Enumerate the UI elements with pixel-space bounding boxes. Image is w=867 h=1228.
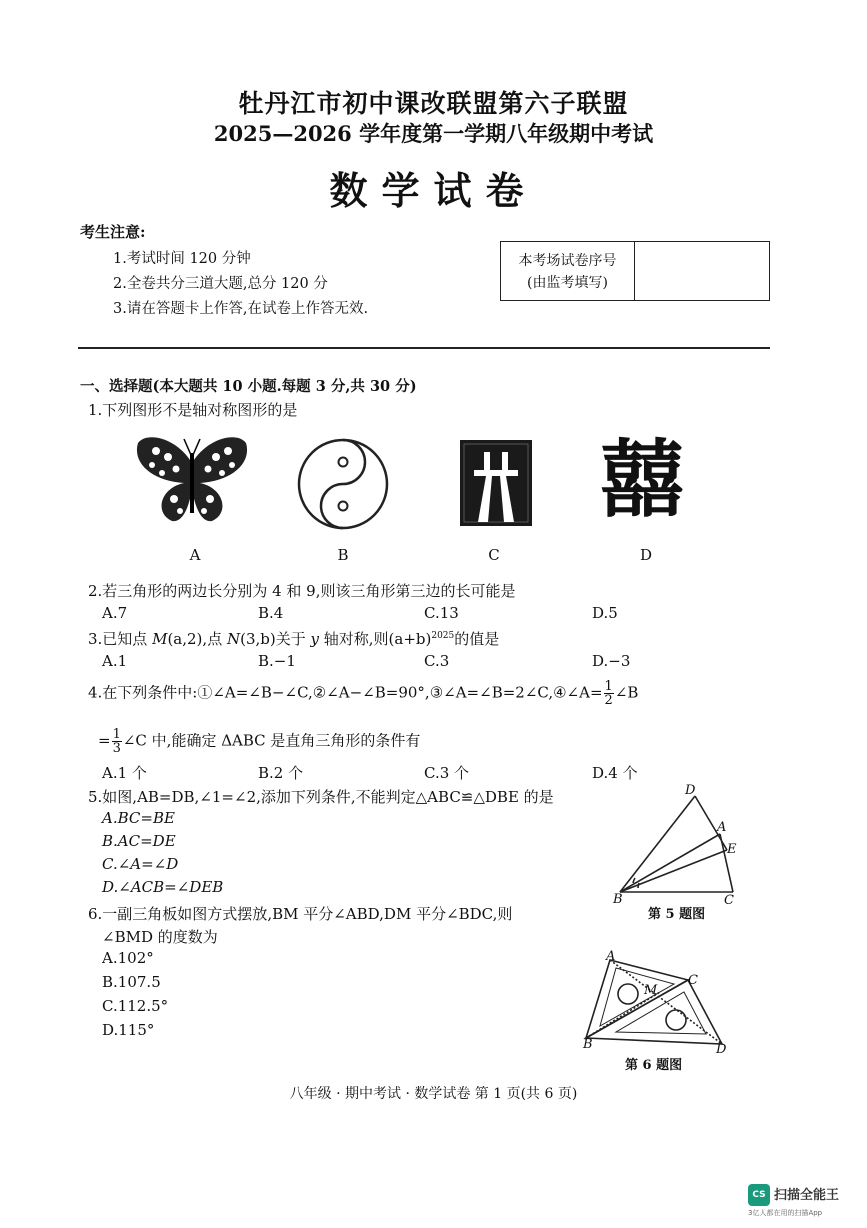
point-label: D bbox=[716, 1042, 727, 1057]
question-6-stem-cont: ∠BMD 的度数为 bbox=[102, 928, 218, 946]
point-label: B bbox=[583, 1037, 593, 1052]
option-label: D bbox=[639, 546, 653, 564]
option-label: A bbox=[189, 546, 201, 564]
yin-yang-figure bbox=[296, 437, 390, 531]
option: A.1 个 bbox=[102, 764, 147, 782]
point-label: C bbox=[688, 973, 698, 988]
option: D.115° bbox=[102, 1021, 155, 1039]
point-label: A bbox=[717, 820, 727, 835]
scanner-watermark bbox=[748, 1180, 858, 1220]
seat-number-label: 本考场试卷序号 (由监考填写) bbox=[501, 242, 635, 300]
point-label: A bbox=[606, 949, 616, 964]
option-label: C bbox=[488, 546, 500, 564]
fraction: $\frac{1}{2}$ bbox=[604, 679, 613, 708]
exam-term-title: 2025—2026 学年度第一学期八年级期中考试 bbox=[213, 121, 654, 146]
notice-item: 3.请在答题卡上作答,在试卷上作答无效. bbox=[113, 301, 369, 317]
butterfly-figure bbox=[132, 433, 252, 525]
question-6-stem: 6.一副三角板如图方式摆放,BM 平分∠ABD,DM 平分∠BDC,则 bbox=[88, 905, 513, 923]
notice-item: 2.全卷共分三道大题,总分 120 分 bbox=[113, 276, 328, 292]
point-label: C bbox=[724, 893, 734, 908]
question-4-stem-line2: = $\frac{1}{3}$ ∠C 中,能确定 ΔABC 是直角三角形的条件有 bbox=[98, 727, 421, 756]
option: D.∠ACB=∠DEB bbox=[102, 878, 224, 896]
option: B.107.5 bbox=[102, 973, 161, 991]
notice-item: 1.考试时间 120 分钟 bbox=[113, 251, 251, 267]
point-label: M bbox=[644, 983, 658, 998]
option: A.1 bbox=[102, 652, 128, 670]
figure-caption: 第 5 题图 bbox=[648, 907, 706, 922]
camscanner-logo-icon: CS bbox=[748, 1184, 770, 1206]
notice-title: 考生注意: bbox=[80, 223, 146, 241]
question-4-stem-line1: 4.在下列条件中:①∠A=∠B−∠C,②∠A−∠B=90°,③∠A=∠B=2∠C,④∠A= $\frac{1}{2}$ ∠B bbox=[88, 679, 639, 708]
option: B.2 个 bbox=[258, 764, 304, 782]
option: D.5 bbox=[592, 604, 618, 622]
figure-caption: 第 6 题图 bbox=[625, 1058, 683, 1073]
option: C.13 bbox=[424, 604, 459, 622]
option: A.102° bbox=[102, 949, 154, 967]
point-label: B bbox=[613, 892, 623, 907]
road-sign-figure bbox=[460, 440, 532, 526]
option: A.BC=BE bbox=[102, 809, 175, 827]
option: B.4 bbox=[258, 604, 284, 622]
question-5-stem: 5.如图,AB=DB,∠1=∠2,添加下列条件,不能判定△ABC≌△DBE 的是 bbox=[88, 788, 554, 806]
option-label: B bbox=[337, 546, 349, 564]
exam-org-title: 牡丹江市初中课改联盟第六子联盟 bbox=[238, 89, 629, 118]
option: D.4 个 bbox=[592, 764, 638, 782]
fraction: $\frac{1}{3}$ bbox=[112, 727, 121, 756]
section-title: 一、选择题(本大题共 10 小题.每题 3 分,共 30 分) bbox=[80, 378, 417, 395]
option: C.3 个 bbox=[424, 764, 470, 782]
question-1-stem: 1.下列图形不是轴对称图形的是 bbox=[88, 401, 298, 419]
option: C.3 bbox=[424, 652, 450, 670]
exam-subject-title: 数学试卷 bbox=[329, 168, 538, 213]
page-footer: 八年级 · 期中考试 · 数学试卷 第 1 页(共 6 页) bbox=[289, 1086, 578, 1102]
point-label: E bbox=[727, 842, 737, 857]
point-label: D bbox=[685, 783, 696, 798]
question-3-stem: 3.已知点 M(a,2),点 N(3,b)关于 y 轴对称,则$(a+b)^{2025}$的值是 bbox=[88, 630, 500, 648]
option: B.AC=DE bbox=[102, 832, 176, 850]
option: D.−3 bbox=[592, 652, 631, 670]
option: B.−1 bbox=[258, 652, 296, 670]
double-happiness-figure: 囍 bbox=[600, 431, 685, 529]
option: C.∠A=∠D bbox=[102, 855, 179, 873]
option: C.112.5° bbox=[102, 997, 169, 1015]
watermark-name: 扫描全能王 bbox=[774, 1188, 840, 1203]
seat-number-box bbox=[500, 241, 770, 301]
question-2-stem: 2.若三角形的两边长分别为 4 和 9,则该三角形第三边的长可能是 bbox=[88, 582, 516, 600]
option: A.7 bbox=[102, 604, 128, 622]
divider bbox=[78, 347, 770, 349]
q6-set-square-figure bbox=[580, 950, 730, 1050]
watermark-sub: 3亿人都在用的扫描App bbox=[748, 1209, 823, 1217]
